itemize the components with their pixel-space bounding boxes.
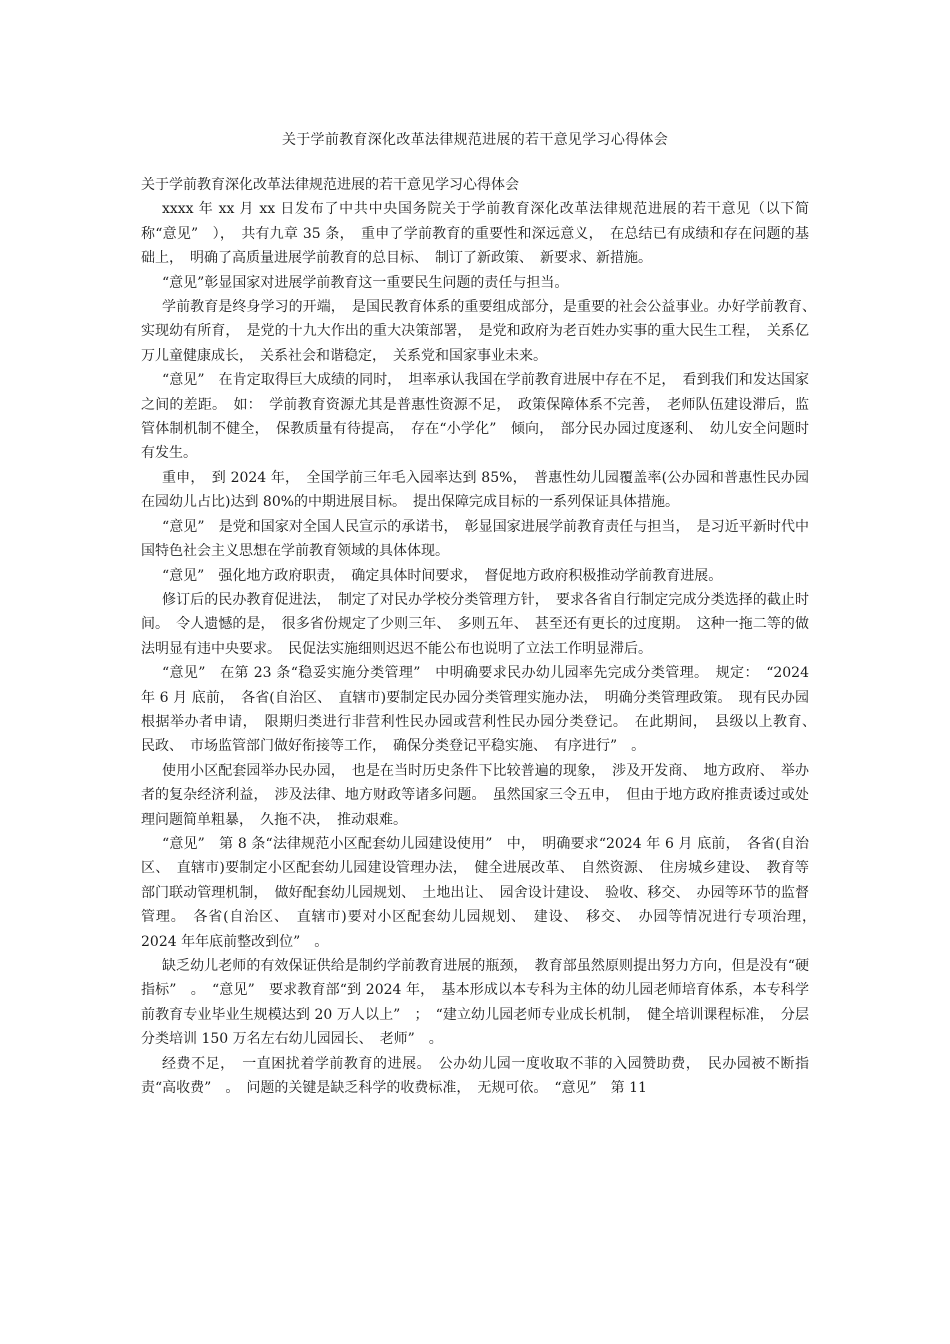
document-title: 关于学前教育深化改革法律规范进展的若干意见学习心得体会: [281, 132, 669, 148]
paragraph: 使用小区配套园举办民办园， 也是在当时历史条件下比较普遍的现象， 涉及开发商、 地方政府、 举办者的复杂经济利益， 涉及法律、地方财政等诸多问题。 虽然国家三令五申， 但由于地方政府推责诿过或处理问题简单粗暴， 久拖不决， 推动艰难。: [141, 762, 809, 828]
paragraph: “意见” 在第 23 条“稳妥实施分类管理” 中明确要求民办幼儿园率先完成分类管理。 规定： “2024 年 6 月 底前， 各省(自治区、 直辖市)要制定民办园分类管理实施办法， 明确分类管理政策。 现有民办园根据举办者申请， 限期归类进行非营利性民办园或营利性民办园分类登记。 在此期间， 县级以上教育、 民政、 市场监管部门做好衔接等工作， 确保分类登记平稳实施、 有序进行” 。: [141, 665, 823, 755]
paragraph: “意见” 在肯定取得巨大成绩的同时， 坦率承认我国在学前教育进展中存在不足， 看到我们和发达国家之间的差距。 如： 学前教育资源尤其是普惠性资源不足， 政策保障体系不完善， 老师队伍建设滞后，监管体制机制不健全， 保教质量有待提高， 存在“小学化” 倾向， 部分民办园过度逐利、 幼儿安全问题时有发生。: [141, 372, 809, 462]
document-subtitle: 关于学前教育深化改革法律规范进展的若干意见学习心得体会: [141, 177, 519, 193]
paragraph: 经费不足， 一直困扰着学前教育的进展。 公办幼儿园一度收取不菲的入园赞助费， 民办园被不断指责“高收费” 。 问题的关键是缺乏科学的收费标准， 无规可依。 “意见” 第 11: [141, 1055, 809, 1097]
paragraph: 缺乏幼儿老师的有效保证供给是制约学前教育进展的瓶颈， 教育部虽然原则提出努力方向，但是没有“硬指标” 。 “意见” 要求教育部“到 2024 年， 基本形成以本专科为主体的幼儿园老师培育体系，本专科学前教育专业毕业生规模达到 20 万人以上” ； “建立幼儿园老师专业成长机制， 健全培训课程标准， 分层分类培训 150 万名左右幼儿园园长、 老师” 。: [141, 958, 809, 1048]
paragraph: xxxx 年 xx 月 xx 日发布了中共中央国务院关于学前教育深化改革法律规范进展的若干意见（以下简称“意见” ）， 共有九章 35 条， 重申了学前教育的重要性和深远意义， 在总结已有成绩和存在问题的基础上， 明确了高质量进展学前教育的总目标、 制订了新政策、 新要求、新措施。: [141, 201, 809, 267]
paragraph: “意见” 强化地方政府职责， 确定具体时间要求， 督促地方政府积极推动学前教育进展。: [162, 567, 723, 584]
paragraph: 学前教育是终身学习的开端， 是国民教育体系的重要组成部分，是重要的社会公益事业。办好学前教育、 实现幼有所育， 是党的十九大作出的重大决策部署， 是党和政府为老百姓办实事的重大民生工程， 关系亿万儿童健康成长， 关系社会和谐稳定， 关系党和国家事业未来。: [141, 299, 823, 364]
document-body: [141, 173, 823, 1100]
paragraph: 修订后的民办教育促进法， 制定了对民办学校分类管理方针， 要求各省自行制定完成分类选择的截止时间。 令人遗憾的是， 很多省份规定了少则三年、 多则五年、 甚至还有更长的过度期。 这种一拖二等的做法明显有违中央要求。 民促法实施细则迟迟不能公布也说明了立法工作明显滞后。: [141, 591, 809, 657]
paragraph: “意见” 是党和国家对全国人民宣示的承诺书， 彰显国家进展学前教育责任与担当， 是习近平新时代中国特色社会主义思想在学前教育领域的具体体现。: [141, 518, 809, 560]
paragraph: “意见”彰显国家对进展学前教育这一重要民生问题的责任与担当。: [162, 274, 569, 291]
paragraph: 重申， 到 2024 年， 全国学前三年毛入园率达到 85%， 普惠性幼儿园覆盖率(公办园和普惠性民办园在园幼儿占比)达到 80%的中期进展目标。 提出保障完成目标的一系列保证具体措施。: [141, 469, 809, 511]
paragraph: “意见” 第 8 条“法律规范小区配套幼儿园建设使用” 中， 明确要求“2024 年 6 月 底前， 各省(自治区、 直辖市)要制定小区配套幼儿园建设管理办法， 健全进展改革、 自然资源、 住房城乡建设、 教育等部门联动管理机制， 做好配套幼儿园规划、 土地出让、 园舍设计建设、 验收、移交、 办园等环节的监督管理。 各省(自治区、 直辖市)要对小区配套幼儿园规划、 建设、 移交、 办园等情况进行专项治理， 2024 年年底前整改到位” 。: [141, 835, 823, 950]
